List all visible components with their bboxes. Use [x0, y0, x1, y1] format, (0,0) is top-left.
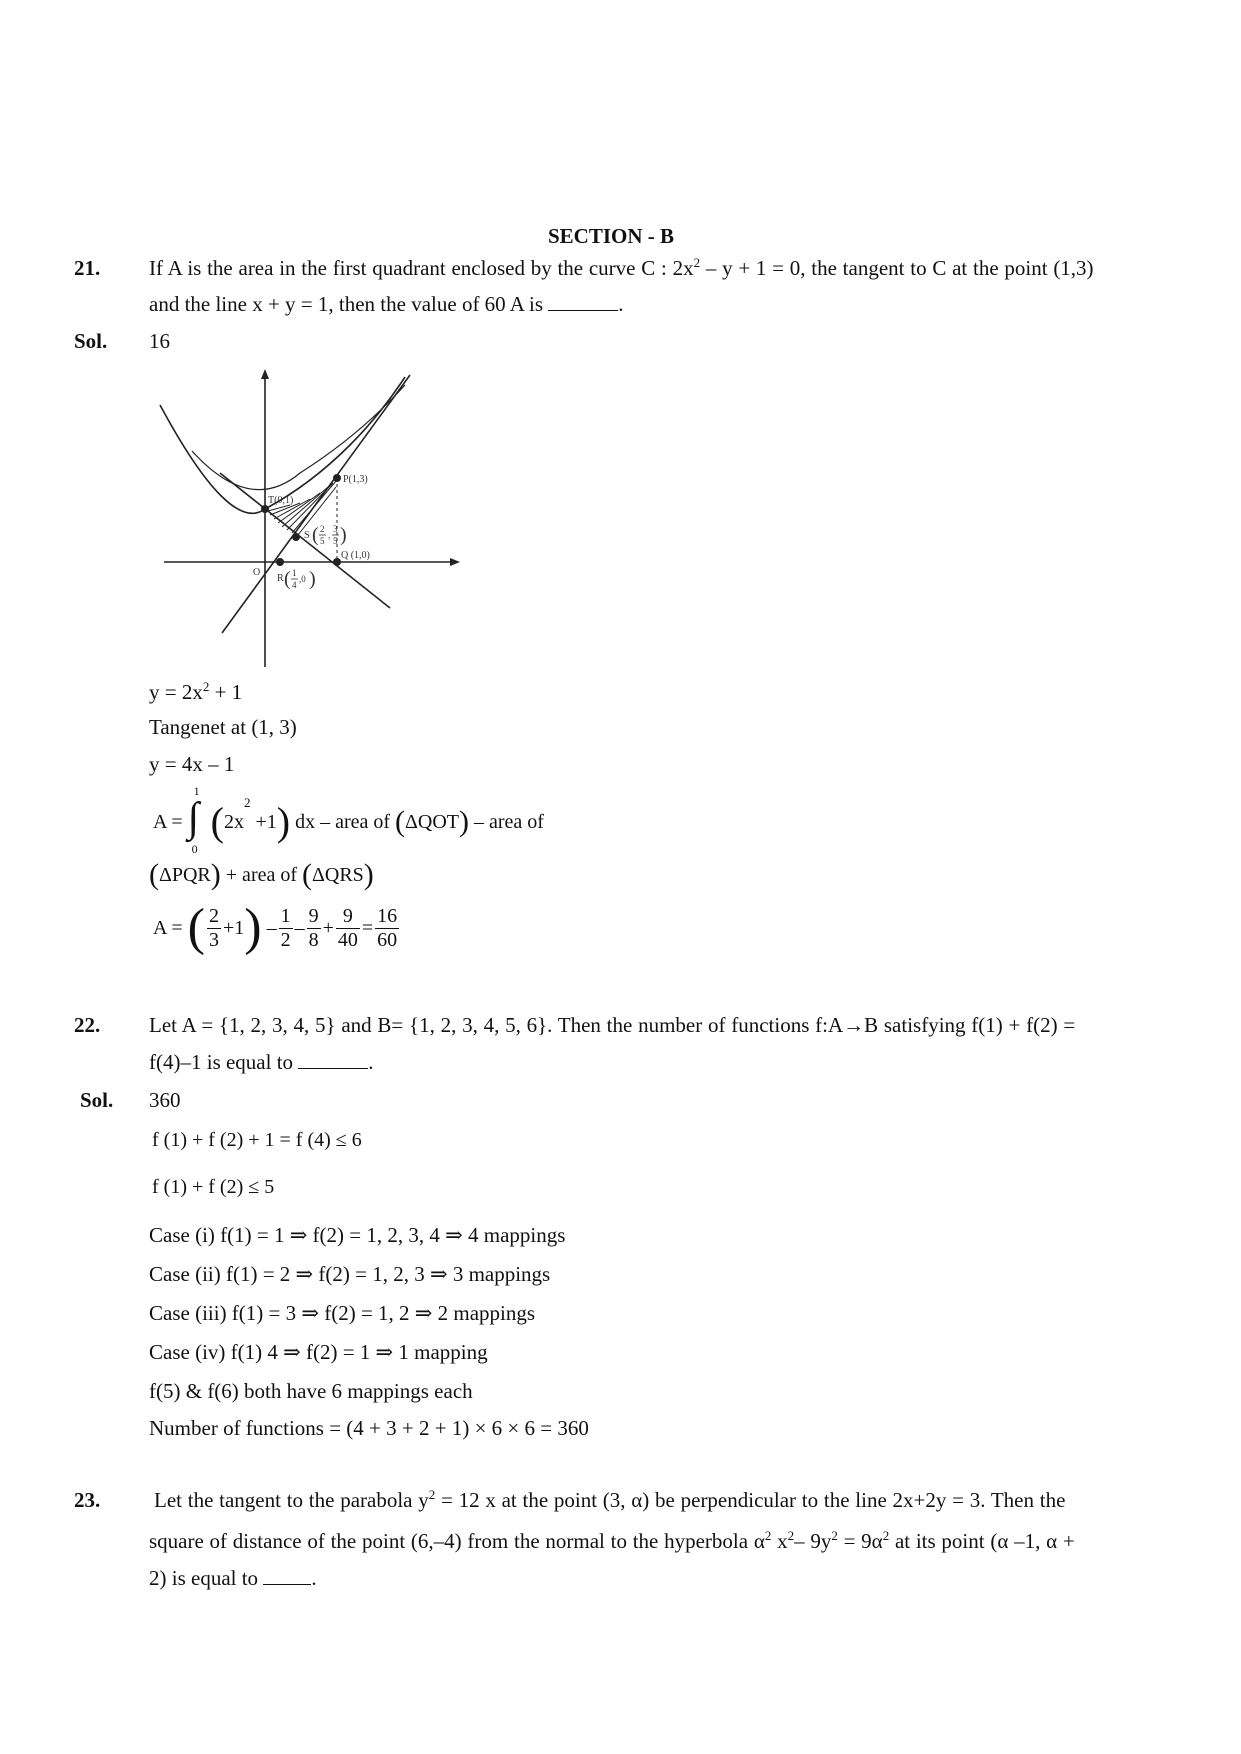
x-axis-arrow	[450, 558, 460, 566]
parabola-curve	[160, 377, 405, 513]
int-upper: 1	[193, 784, 200, 798]
tri3-paren-open: (	[302, 858, 313, 891]
plus-one: +1	[222, 917, 245, 939]
question-21-line1	[149, 255, 1094, 280]
frac3-den: 8	[308, 928, 319, 951]
q23-sup3: 2	[787, 1528, 795, 1543]
label-R: R	[277, 573, 284, 584]
q23-sup5: 2	[882, 1528, 890, 1543]
label-R-paren-open: (	[284, 568, 291, 590]
label-R-den: 4	[292, 580, 297, 590]
q21-line1-text: If A is the area in the first quadrant enclosed by the curve C : 2x	[149, 256, 694, 280]
question-23-line1	[154, 1487, 1066, 1512]
q21-step3: y = 4x – 1	[149, 752, 235, 776]
label-S-comma: ,	[328, 530, 331, 540]
q21-sup: 2	[693, 255, 701, 270]
final-paren-close: )	[244, 899, 262, 956]
answer-22: 360	[149, 1088, 181, 1112]
point-P	[333, 474, 341, 482]
tri2: ΔPQR	[159, 864, 211, 886]
section-title: SECTION - B	[548, 224, 675, 248]
frac-9-8	[307, 905, 321, 952]
tri2-after: + area of	[225, 864, 298, 886]
q21-line2-text: and the line x + y = 1, then the value of 60 A is	[149, 292, 544, 316]
answer-blank-22	[298, 1052, 368, 1069]
q22-ineq2: f (1) + f (2) ≤ 5	[152, 1176, 275, 1198]
frac2-num: 1	[280, 904, 291, 927]
q23-line3-text: 2) is equal to	[149, 1566, 259, 1590]
integral-equation-line2	[149, 860, 374, 890]
frac-1-2	[279, 905, 293, 952]
final-equation: A = ( $\frac{2}{3}$ +1) – $\frac{1}{2}$ – $\frac{9}{8}$ + $\frac{9}{40}$ = $\frac{16}{60}$	[153, 899, 398, 956]
question-number-22: 22.	[74, 1013, 101, 1037]
q23-line2c: – 9y	[794, 1529, 832, 1553]
integral-equation	[153, 784, 544, 857]
question-number-23: 23.	[74, 1488, 101, 1512]
q23-line2d: = 9α	[837, 1529, 883, 1553]
label-O: O	[253, 567, 261, 578]
shaded-area-hatch	[268, 481, 336, 535]
answer-blank-23	[263, 1568, 311, 1585]
point-Q	[333, 558, 341, 566]
tri2-paren-close: )	[210, 858, 221, 891]
tri1: ΔQOT	[405, 811, 459, 833]
tri1-after: – area of	[473, 811, 544, 833]
question-number-21: 21.	[74, 256, 101, 280]
q23-line1b: = 12 x at the point (3, α) be perpendicular to the line 2x+2y = 3. Then the	[435, 1488, 1066, 1512]
question-22-line1: Let A = {1, 2, 3, 4, 5} and B= {1, 2, 3, 4, 5, 6}. Then the number of functions f:A→B satisfying f(1) + f(2) =	[149, 1013, 1076, 1037]
final-A-label: A =	[153, 917, 183, 939]
y-axis-arrow	[261, 369, 269, 379]
label-S: S	[304, 530, 310, 541]
sol-label-21: Sol.	[74, 329, 108, 353]
q22-case4: Case (iv) f(1) 4 ⇒ f(2) = 1 ⇒ 1 mapping	[149, 1340, 488, 1364]
q23-sup1: 2	[428, 1487, 436, 1502]
question-22-line2: f(4)–1 is equal to .	[149, 1050, 374, 1074]
tri3-paren-close: )	[363, 858, 374, 891]
integrand	[223, 795, 277, 833]
frac3-num: 9	[308, 904, 319, 927]
q22-line2-text: f(4)–1 is equal to	[149, 1050, 294, 1074]
label-P: P(1,3)	[343, 474, 368, 485]
parabola-upper-edge	[192, 385, 405, 490]
question-23-line3: 2) is equal to .	[149, 1566, 317, 1590]
frac2-den: 2	[280, 928, 291, 951]
int-lower: 0	[191, 842, 198, 856]
eq-A-label: A =	[153, 811, 183, 833]
label-S-x-num: 2	[320, 524, 325, 534]
label-T: T(0,1)	[268, 495, 294, 506]
frac1-den: 3	[208, 928, 219, 951]
area-figure	[150, 365, 470, 670]
step1-text: y = 2x	[149, 680, 203, 704]
q23-sup2: 2	[764, 1528, 772, 1543]
frac5-den: 60	[377, 928, 398, 951]
integrand-rest: +1	[250, 811, 277, 833]
final-paren-open: (	[187, 899, 205, 956]
label-S-paren-close: )	[340, 524, 347, 546]
point-R	[276, 558, 284, 566]
frac4-den: 40	[337, 928, 358, 951]
tri1-paren-open: (	[395, 805, 406, 838]
sol-label-22: Sol.	[80, 1088, 114, 1112]
step1-sup: 2	[202, 679, 210, 694]
integrand-text: 2x	[223, 811, 244, 833]
point-S	[292, 533, 300, 541]
q21-line1-rest: – y + 1 = 0, the tangent to C at the point (1,3)	[700, 256, 1094, 280]
frac-16-60	[375, 905, 399, 952]
int-rest: dx – area of	[295, 811, 391, 833]
answer-21: 16	[149, 329, 170, 353]
q22-total: Number of functions = (4 + 3 + 2 + 1) × 6 × 6 = 360	[149, 1416, 589, 1440]
label-S-x-den: 5	[320, 536, 325, 546]
q23-line2e: at its point (α –1, α +	[889, 1529, 1075, 1553]
frac1-num: 2	[208, 904, 219, 927]
paren-open: (	[210, 799, 224, 844]
q22-note: f(5) & f(6) both have 6 mappings each	[149, 1379, 473, 1403]
q23-sup4: 2	[831, 1528, 838, 1543]
integral-sign-icon: ∫	[187, 795, 200, 841]
q23-line2b: x	[771, 1529, 788, 1553]
step1-rest: + 1	[209, 680, 243, 704]
tri3: ΔQRS	[312, 864, 364, 886]
frac5-num: 16	[377, 904, 398, 927]
q23-line1a: Let the tangent to the parabola y	[154, 1488, 429, 1512]
label-S-y-den: 5	[333, 536, 338, 546]
q22-ineq1: f (1) + f (2) + 1 = f (4) ≤ 6	[152, 1129, 362, 1151]
label-R-y: ,0	[299, 574, 306, 584]
integrand-sup: 2	[243, 795, 251, 811]
label-S-paren-open: (	[312, 524, 319, 546]
frac-9-40	[336, 905, 360, 952]
q21-step2: Tangenet at (1, 3)	[149, 715, 297, 739]
label-R-num: 1	[292, 568, 297, 578]
tri2-paren-open: (	[149, 858, 159, 891]
label-R-paren-close: )	[309, 568, 316, 590]
question-23-line2	[149, 1528, 1075, 1553]
point-T	[261, 505, 269, 513]
label-Q: Q (1,0)	[341, 550, 370, 561]
frac4-num: 9	[336, 905, 360, 929]
question-21-line2: and the line x + y = 1, then the value of 60 A is .	[149, 292, 624, 316]
q21-step1	[149, 679, 243, 704]
q22-case1: Case (i) f(1) = 1 ⇒ f(2) = 1, 2, 3, 4 ⇒ 4 mappings	[149, 1223, 566, 1247]
label-S-y-num: 3	[333, 524, 338, 534]
answer-blank	[548, 294, 618, 311]
q22-case2: Case (ii) f(1) = 2 ⇒ f(2) = 1, 2, 3 ⇒ 3 mappings	[149, 1262, 551, 1286]
frac-2-3	[207, 905, 221, 952]
paren-close: )	[276, 799, 291, 844]
q22-case3: Case (iii) f(1) = 3 ⇒ f(2) = 1, 2 ⇒ 2 mappings	[149, 1301, 536, 1325]
q23-line2a: square of distance of the point (6,–4) from the normal to the hyperbola α	[149, 1529, 765, 1553]
tri1-paren-close: )	[458, 805, 469, 838]
